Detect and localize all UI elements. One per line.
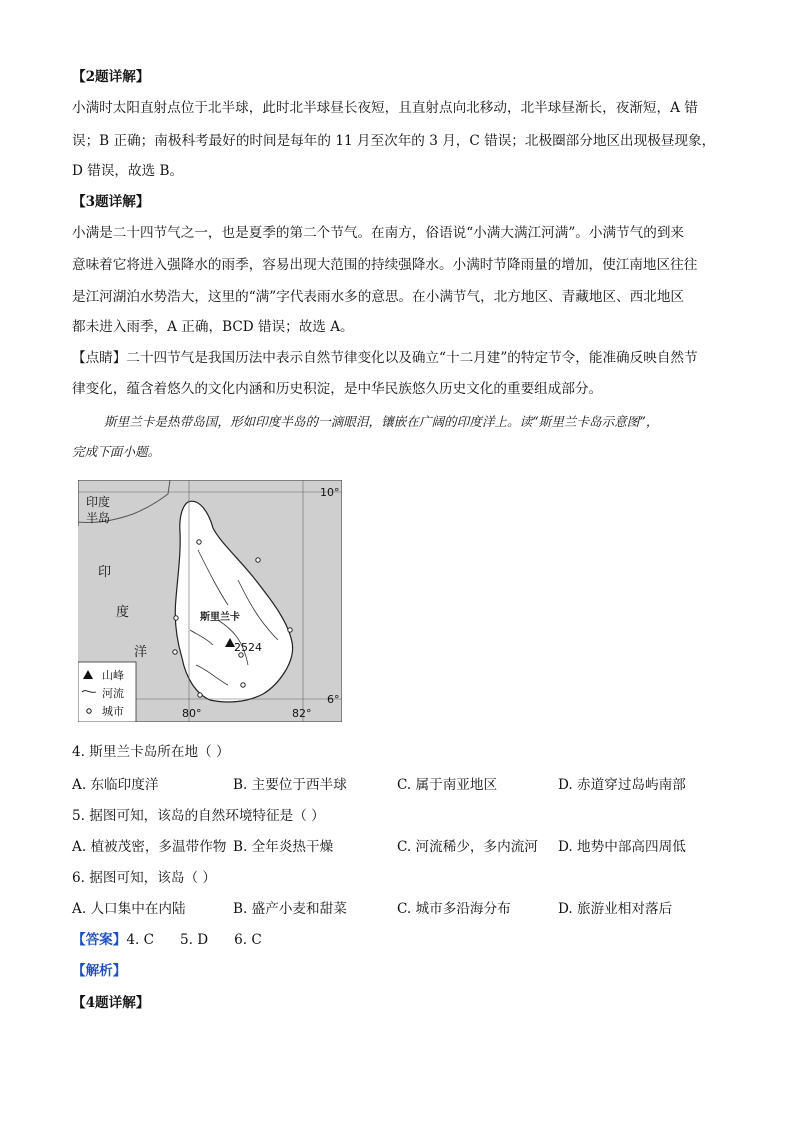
answer-line (72, 931, 262, 949)
q6-option-d[interactable]: D. 旅游业相对落后 (558, 901, 673, 917)
map-lon-right: 82° (292, 707, 312, 720)
dianjing-line-2: 律变化，蕴含着悠久的文化内涵和历史积淀，是中华民族悠久历史文化的重要组成部分。 (72, 381, 603, 397)
intro-line-1: 斯里兰卡是热带岛国，形如印度半岛的一滴眼泪，镶嵌在广阔的印度洋上。读“斯里兰卡岛示意图”， (104, 414, 659, 429)
answer-label: 【答案】 (72, 932, 127, 948)
q6-option-c[interactable]: C. 城市多沿海分布 (397, 901, 511, 917)
sec3-header: 【3题详解】 (72, 194, 150, 210)
map-ocean-label-3: 洋 (134, 645, 148, 660)
intro-line-2: 完成下面小题。 (72, 444, 161, 459)
map-city-7 (198, 693, 202, 697)
legend-city-label: 城市 (102, 705, 124, 718)
analysis-label: 【解析】 (72, 963, 127, 979)
q4-option-c[interactable]: C. 属于南亚地区 (397, 777, 498, 793)
map-city-3 (174, 616, 178, 620)
map-lat-top: 10° (320, 486, 340, 499)
map-peak-value: 2524 (234, 641, 262, 654)
sec2-line-2: 误；B 正确；南极科考最好的时间是每年的 11 月至次年的 3 月，C 错误；北极圈部分地区出现极昼现象， (72, 133, 716, 149)
sec3-line-2: 意味着它将进入强降水的雨季，容易出现大范围的持续强降水。小满时节降雨量的增加，使江南地区往往 (72, 257, 698, 273)
map-city-8 (241, 683, 245, 687)
q4-stem: 4. 斯里兰卡岛所在地（ ） (72, 744, 230, 760)
q5-option-d[interactable]: D. 地势中部高四周低 (558, 839, 686, 855)
map-lon-left: 80° (182, 707, 202, 720)
q6-stem: 6. 据图可知，该岛（ ） (72, 870, 216, 886)
sec2-line-3: D 错误，故选 B。 (72, 163, 184, 179)
q5-stem: 5. 据图可知，该岛的自然环境特征是（ ） (72, 808, 325, 824)
map-lat-bottom: 6° (327, 693, 340, 706)
sec3-line-1: 小满是二十四节气之一，也是夏季的第二个节气。在南方，俗语说“小满大满江河满”。小满节气的到来 (72, 225, 685, 241)
q4-option-b[interactable]: B. 主要位于西半球 (233, 777, 347, 793)
answer-text: 4. C 5. D 6. C (126, 932, 262, 948)
map-island-label: 斯里兰卡 (200, 612, 240, 623)
legend-city-icon (87, 709, 91, 713)
q6-option-a[interactable]: A. 人口集中在内陆 (72, 901, 186, 917)
q4-option-a[interactable]: A. 东临印度洋 (72, 777, 159, 793)
map-city-1 (197, 540, 201, 544)
map-ocean-label-2: 度 (116, 605, 130, 620)
sec2-line-1: 小满时太阳直射点位于北半球，此时北半球昼长夜短，且直射点向北移动，北半球昼渐长，夜渐短，A 错 (72, 100, 698, 116)
map-city-2 (256, 558, 260, 562)
legend-peak-label: 山峰 (102, 669, 124, 682)
q4-option-d[interactable]: D. 赤道穿过岛屿南部 (558, 777, 686, 793)
map-city-6 (288, 628, 292, 632)
sri-lanka-map (78, 480, 342, 722)
map-india-label-2: 半岛 (86, 511, 111, 525)
dianjing-line-1: 【点睛】二十四节气是我国历法中表示自然节律变化以及确立“十二月建”的特定节令，能准确反映自然节 (72, 350, 698, 366)
q5-option-b[interactable]: B. 全年炎热干燥 (233, 839, 334, 855)
sec4-header: 【4题详解】 (72, 995, 150, 1011)
q5-option-a[interactable]: A. 植被茂密，多温带作物 (72, 839, 227, 855)
map-india-label-1: 印度 (86, 495, 111, 509)
q6-option-b[interactable]: B. 盛产小麦和甜菜 (233, 901, 347, 917)
legend-river-label: 河流 (102, 687, 124, 700)
sec2-header: 【2题详解】 (72, 69, 150, 85)
map-ocean-label-1: 印 (98, 565, 112, 580)
q5-option-c[interactable]: C. 河流稀少，多内流河 (397, 839, 538, 855)
map-city-4 (173, 650, 177, 654)
sec3-line-4: 都未进入雨季，A 正确，BCD 错误；故选 A。 (72, 319, 354, 335)
sec3-line-3: 是江河湖泊水势浩大，这里的“满”字代表雨水多的意思。在小满节气，北方地区、青藏地区、西北地区 (72, 289, 685, 305)
